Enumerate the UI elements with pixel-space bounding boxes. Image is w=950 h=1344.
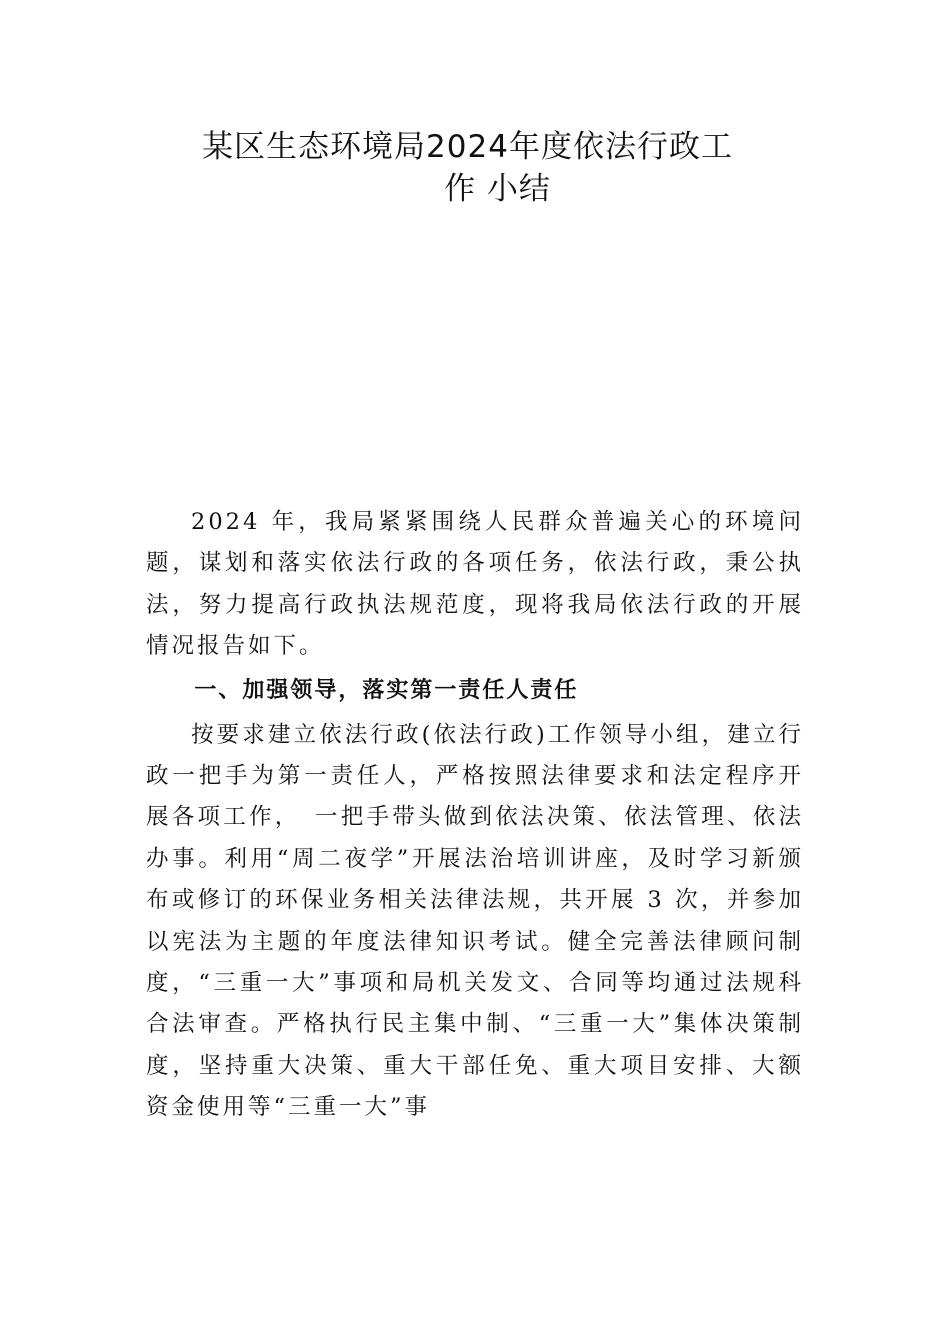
document-body xyxy=(146,502,804,1129)
title-line-2: 作 小结 xyxy=(444,171,551,207)
title-line-1: 某区生态环境局2024年度依法行政工 xyxy=(202,129,733,165)
section-1-heading: 一、加强领导，落实第一责任人责任 xyxy=(194,677,579,703)
intro-paragraph: 2024 年，我局紧紧围绕人民群众普遍关心的环境问题，谋划和落实依法行政的各项任务，依法行政，秉公执法，努力提高行政执法规范度，现将我局依法行政的开展情况报告如下。 xyxy=(146,509,804,660)
document-title xyxy=(0,126,950,210)
section-1-paragraph: 按要求建立依法行政(依法行政)工作领导小组，建立行政一把手为第一责任人，严格按照法律要求和法定程序开展各项工作， 一把手带头做到依法决策、依法管理、依法办事。利用“周二夜学”开展法治培训讲座，及时学习新颁布或修订的环保业务相关法律法规，共开展 3 次，并参加以宪法为主题的年度法律知识考试。健全完善法律顾问制度，“三重一大”事项和局机关发文、合同等均通过法规科合法审查。严格执行民主集中制、“三重一大”集体决策制度，坚持重大决策、重大干部任免、重大项目安排、大额资金使用等“三重一大”事 xyxy=(146,721,804,1121)
